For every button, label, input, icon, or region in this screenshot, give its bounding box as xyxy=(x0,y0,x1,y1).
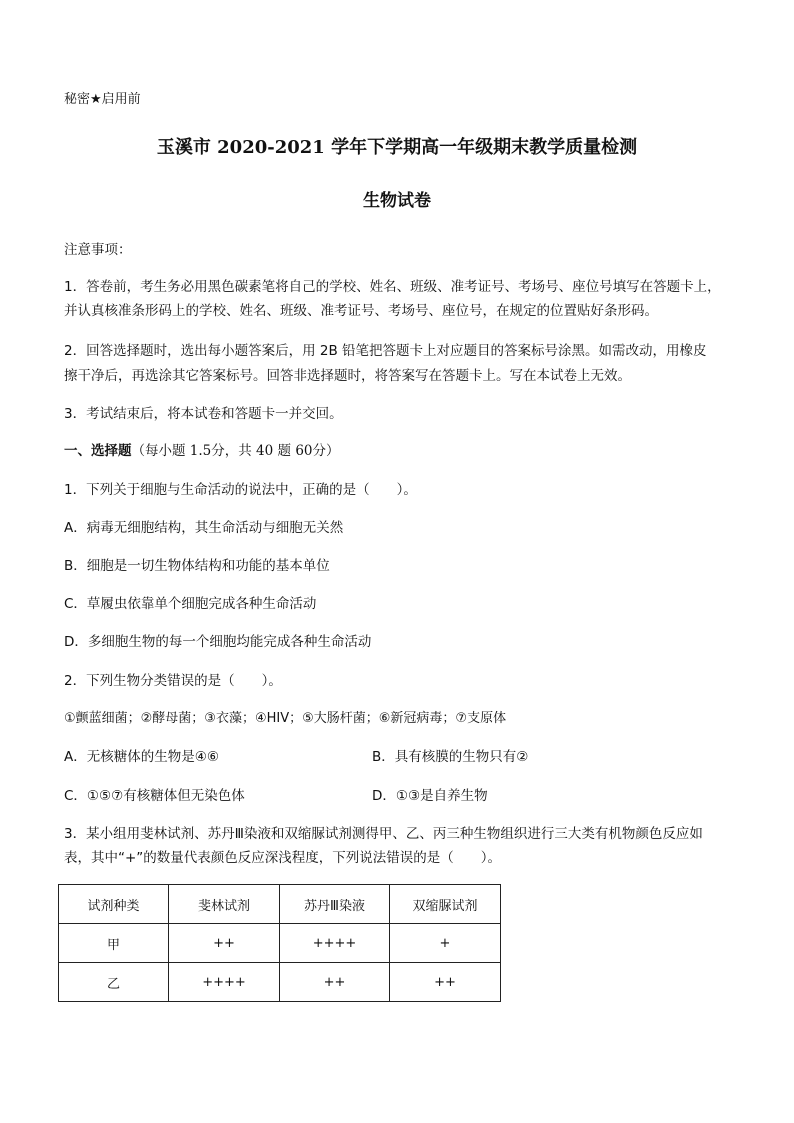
note-item-1-line-2: 并认真核准条形码上的学校、姓名、班级、准考证号、考场号、座位号，在规定的位置贴好条形码。 xyxy=(64,303,658,319)
table-row xyxy=(59,924,501,963)
section-detail: （每小题 1.5分，共 40 题 60分） xyxy=(131,443,340,459)
question-1-option-b: B．细胞是一切生物体结构和功能的基本单位 xyxy=(64,558,330,574)
table-cell: 乙 xyxy=(59,963,169,1002)
table-cell: ++ xyxy=(280,963,390,1002)
table-header-cell: 斐林试剂 xyxy=(169,885,280,924)
table-header-row xyxy=(59,885,501,924)
table-cell: ++ xyxy=(169,924,280,963)
note-item-3: 3．考试结束后，将本试卷和答题卡一并交回。 xyxy=(64,406,343,422)
table-row xyxy=(59,963,501,1002)
question-1-option-a: A．病毒无细胞结构，其生命活动与细胞无关然 xyxy=(64,520,344,536)
question-2-stem: 2．下列生物分类错误的是（ ）。 xyxy=(64,673,282,689)
note-item-1-line-1: 1．答卷前，考生务必用黑色碳素笔将自己的学校、姓名、班级、准考证号、考场号、座位号填写在答题卡上， xyxy=(64,279,721,295)
table-cell: 甲 xyxy=(59,924,169,963)
page-subtitle: 生物试卷 xyxy=(363,191,431,211)
table-header-cell: 双缩脲试剂 xyxy=(390,885,501,924)
notes-heading: 注意事项： xyxy=(64,242,132,258)
page-title: 玉溪市 2020-2021 学年下学期高一年级期末教学质量检测 xyxy=(156,137,638,158)
question-3-stem-line-1: 3．某小组用斐林试剂、苏丹Ⅲ染液和双缩脲试剂测得甲、乙、丙三种生物组织进行三大类有机物颜色反应如 xyxy=(64,826,703,842)
question-2-option-b: B．具有核膜的生物只有② xyxy=(372,749,529,765)
section-heading xyxy=(64,441,340,461)
table-header-cell: 苏丹Ⅲ染液 xyxy=(280,885,390,924)
note-item-2-line-1: 2．回答选择题时，选出每小题答案后，用 2B 铅笔把答题卡上对应题目的答案标号涂黑。如需改动，用橡皮 xyxy=(64,343,707,359)
question-1-stem: 1．下列关于细胞与生命活动的说法中，正确的是（ ）。 xyxy=(64,482,417,498)
question-2-items: ①颤蓝细菌；②酵母菌；③衣藻；④HIV；⑤大肠杆菌；⑥新冠病毒；⑦支原体 xyxy=(64,711,507,726)
table-cell: ++ xyxy=(390,963,501,1002)
question-3-stem-line-2: 表，其中“+”的数量代表颜色反应深浅程度，下列说法错误的是（ ）。 xyxy=(64,850,502,866)
question-1-option-d: D．多细胞生物的每一个细胞均能完成各种生命活动 xyxy=(64,634,372,650)
table-cell: ++++ xyxy=(169,963,280,1002)
note-item-2-line-2: 擦干净后，再选涂其它答案标号。回答非选择题时，将答案写在答题卡上。写在本试卷上无效。 xyxy=(64,368,631,384)
question-2-option-c: C．①⑤⑦有核糖体但无染色体 xyxy=(64,788,245,804)
question-1-option-c: C．草履虫依靠单个细胞完成各种生命活动 xyxy=(64,596,317,612)
secret-mark: 秘密★启用前 xyxy=(64,92,141,107)
section-label: 一、选择题 xyxy=(64,443,132,459)
reagent-table xyxy=(58,884,501,1002)
table-cell: ++++ xyxy=(280,924,390,963)
question-2-option-a: A．无核糖体的生物是④⑥ xyxy=(64,749,219,765)
table-header-cell: 试剂种类 xyxy=(59,885,169,924)
table-cell: + xyxy=(390,924,501,963)
question-2-option-d: D．①③是自养生物 xyxy=(372,788,488,804)
